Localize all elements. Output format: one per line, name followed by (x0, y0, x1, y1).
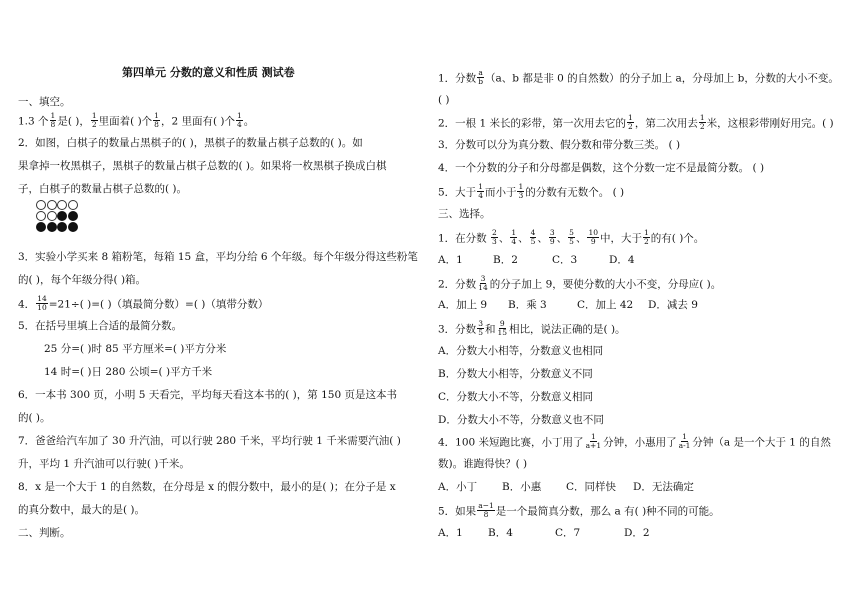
judgement-5: 5．大于 $\frac{1}{4}$ 而小于 $\frac{1}{3}$ 的分数有无数个。 ( ) (438, 182, 625, 200)
fraction: $\frac{a}{b}$ (478, 68, 483, 86)
white-stone (36, 200, 46, 210)
black-stone (57, 222, 67, 232)
fraction: $\frac{14}{10}$ (37, 294, 47, 312)
white-stone (47, 200, 57, 210)
judgement-1-line-2: ( ) (438, 94, 450, 106)
question-7-line-2: 升，平均 1 升汽油可以行驶( )千米。 (18, 458, 190, 470)
question-1: 1.3 个 $\frac{1}{8}$ 是( )， $\frac{1}{2}$ 里面着( )个 $\frac{1}{8}$ ，2 里面有( )个 $\frac{1}{4}$ 。 (18, 111, 255, 129)
choice-4-line-2: 数)。谁跑得快？( ) (438, 458, 528, 470)
section-fill-in: 一、填空。 (18, 96, 71, 108)
choice-3-option-b: B．分数大小相等，分数意义不同 (438, 368, 593, 380)
black-stone (68, 222, 78, 232)
fraction: $\frac{1}{8}$ (50, 111, 56, 129)
question-8-line-1: 8．x 是一个大于 1 的自然数，在分母是 x 的假分数中，最小的是( )；在分子是 x (18, 481, 396, 493)
fraction: $\frac{1}{4}$ (478, 182, 483, 200)
black-stone (57, 211, 67, 221)
white-stone (47, 211, 57, 221)
choice-5: 5．如果 $\frac{a-1}{8}$ 是一个最简真分数，那么 a 有( )种不同的可能。 (438, 501, 720, 519)
question-5: 5．在括号里填上合适的最简分数。 (18, 320, 183, 332)
question-2-line-1: 2．如图，白棋子的数量占黑棋子的( )，黑棋子的数量占棋子总数的( )。如 (18, 137, 363, 149)
fraction: $\frac{1}{2}$ (91, 111, 97, 129)
choice-4-line-1: 4．100 米短跑比赛，小丁用了 $\frac{1}{a+1}$ 分钟，小惠用了 $\frac{1}{a-1}$ 分钟（a 是一个大于 1 的自然 (438, 432, 831, 450)
question-7-line-1: 7．爸爸给汽车加了 30 升汽油，可以行驶 280 千米，平均行驶 1 千米需要汽油( ) (18, 435, 401, 447)
choice-3-option-c: C．分数大小不等，分数意义相同 (438, 391, 594, 403)
choice-3: 3．分数 $\frac{3}{5}$ 和 $\frac{9}{15}$ 相比，说法正确的是( )。 (438, 319, 626, 337)
fraction: $\frac{1}{3}$ (518, 182, 524, 200)
question-3-line-2: 的( )，每个年级分得( )箱。 (18, 274, 147, 286)
section-choice: 三、选择。 (438, 208, 491, 220)
question-4: 4． $\frac{14}{10}$ =21÷( )=( )（填最简分数）=( )（填带分数） (18, 294, 269, 312)
fraction: $\frac{1}{2}$ (628, 113, 633, 131)
question-3-line-1: 3．实验小学买来 8 箱粉笔，每箱 15 盒，平均分给 6 个年级。每个年级分得这些粉笔 (18, 251, 418, 263)
black-stone (36, 222, 46, 232)
judgement-3: 3．分数可以分为真分数、假分数和带分数三类。 ( ) (438, 139, 681, 151)
judgement-2: 2．一根 1 米长的彩带，第一次用去它的 $\frac{1}{2}$ ，第二次用去 $\frac{1}{2}$ 米，这根彩带刚好用完。( ) (438, 113, 834, 131)
question-6-line-2: 的( )。 (18, 412, 51, 424)
judgement-4: 4．一个分数的分子和分母都是偶数，这个分数一定不是最简分数。 ( ) (438, 162, 765, 174)
choice-3-option-d: D．分数大小不等，分数意义也不同 (438, 414, 604, 426)
question-5-row-2: 14 时=( )日 280 公顷=( )平方千米 (44, 366, 213, 378)
page-title: 第四单元 分数的意义和性质 测试卷 (122, 66, 295, 79)
fraction: $\frac{1}{2}$ (699, 113, 705, 131)
question-2-line-3: 子，白棋子的数量占棋子总数的( )。 (18, 183, 188, 195)
white-stone (68, 200, 78, 210)
question-8-line-2: 的真分数中，最大的是( )。 (18, 504, 146, 516)
judgement-1-line-1: 1．分数 $\frac{a}{b}$ （a、b 都是非 0 的自然数）的分子加上 a，分母加上 b，分数的大小不变。 (438, 68, 839, 86)
white-stone (57, 200, 67, 210)
fraction: $\frac{1}{4}$ (237, 111, 242, 129)
choice-1: 1．在分数 $\frac{2}{3}$ 、 $\frac{1}{4}$ 、 $\frac{4}{5}$ 、 $\frac{3}{9}$ 、 $\frac{5}{5}$ 、 $\frac{10}{9}$ 中，大于 $\frac{1}{2}$ 的有( )个。 (438, 228, 705, 246)
question-5-row-1: 25 分=( )时 85 平方厘米=( )平方分米 (44, 343, 227, 355)
black-stone (68, 211, 78, 221)
fraction: $\frac{1}{8}$ (154, 111, 159, 129)
section-judgement: 二、判断。 (18, 527, 71, 539)
white-stone (36, 211, 46, 221)
choice-3-option-a: A．分数大小相等，分数意义也相同 (438, 345, 604, 357)
choice-2: 2．分数 $\frac{3}{14}$ 的分子加上 9，要使分数的大小不变，分母应( )。 (438, 274, 722, 292)
chess-stones-figure (36, 200, 92, 246)
black-stone (47, 222, 57, 232)
question-2-line-2: 果拿掉一枚黑棋子，黑棋子的数量占棋子总数的( )。如果将一枚黑棋子换成白棋 (18, 160, 387, 172)
question-6-line-1: 6．一本书 300 页，小明 5 天看完，平均每天看这本书的( )，第 150 页是这本书 (18, 389, 397, 401)
